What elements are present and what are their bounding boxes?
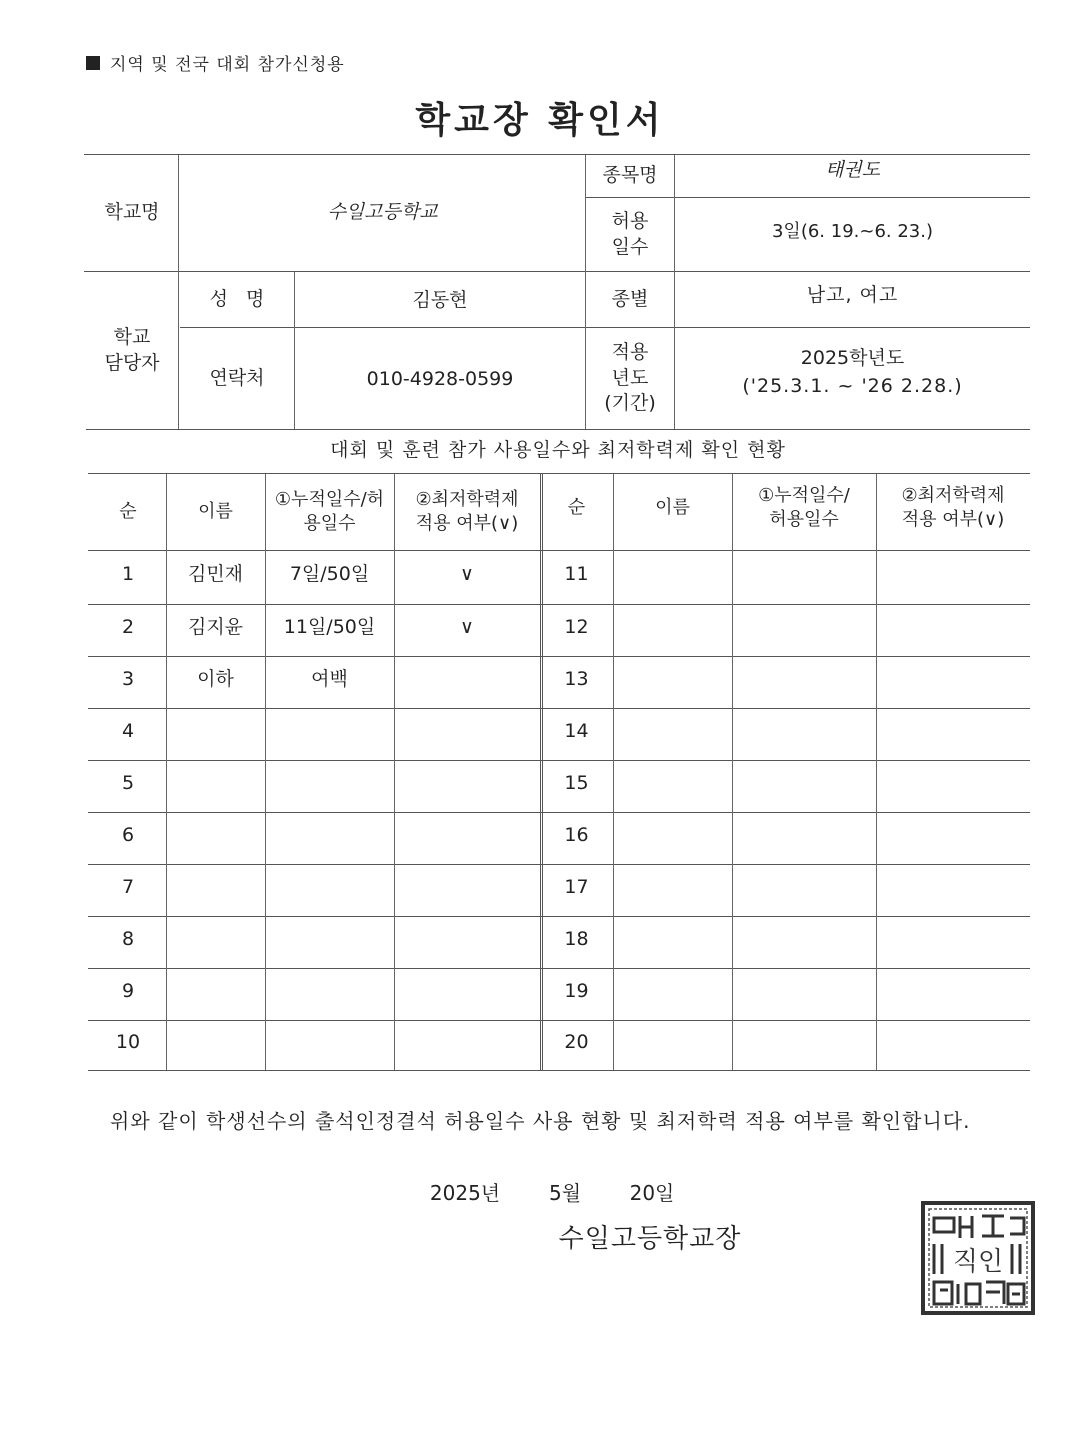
- date-month: 5월: [548, 1180, 582, 1205]
- table-cell-no: 17: [564, 876, 589, 899]
- table-cell-days: [732, 862, 876, 914]
- table-cell-days: [265, 862, 394, 914]
- school-name-label: 학교명: [104, 201, 160, 224]
- table-cell-check: [876, 706, 1030, 758]
- table-cell-days: [265, 966, 394, 1018]
- table-cell-check: ∨: [460, 563, 474, 586]
- table-header-cell: ①누적일수/허 용일수: [274, 488, 385, 534]
- table-cell-check: [876, 810, 1030, 862]
- table-cell-name: [613, 1018, 732, 1068]
- allowed-days-value: 3일(6. 19.~6. 23.): [771, 220, 933, 242]
- signer-title: 수일고등학교장: [558, 1224, 742, 1255]
- table-cell-check: [876, 654, 1030, 706]
- table-cell-name: [166, 758, 265, 810]
- table-cell-check: [394, 1018, 540, 1068]
- table-cell-no: 12: [564, 616, 589, 639]
- table-cell-no: 7: [121, 876, 135, 899]
- manager-name-label: 성 명: [209, 287, 265, 310]
- table-cell-days: [265, 914, 394, 966]
- table-cell-days: [732, 1018, 876, 1068]
- table-cell-no: 15: [564, 772, 589, 795]
- table-header-cell: 이름: [198, 500, 233, 522]
- table-cell-no: 20: [564, 1031, 589, 1054]
- table-cell-name: [613, 862, 732, 914]
- table-cell-no: 18: [564, 928, 589, 951]
- table-cell-days: [732, 706, 876, 758]
- table-cell-check: [876, 602, 1030, 654]
- table-cell-check: [394, 654, 540, 706]
- table-header-cell: ②최저학력제 적용 여부(∨): [415, 488, 519, 534]
- table-cell-check: [394, 914, 540, 966]
- table-cell-days: 11일/50일: [283, 616, 376, 639]
- table-cell-check: [394, 966, 540, 1018]
- table-cell-name: [613, 602, 732, 654]
- table-cell-no: 4: [121, 720, 135, 743]
- square-bullet-icon: [86, 56, 100, 70]
- table-cell-days: [732, 966, 876, 1018]
- table-cell-days: [265, 810, 394, 862]
- category-value: 남고, 여고: [806, 283, 899, 306]
- table-cell-no: 2: [121, 616, 135, 639]
- table-cell-name: [613, 810, 732, 862]
- table-header-cell: 순: [567, 496, 586, 518]
- table-cell-check: [394, 706, 540, 758]
- table-cell-name: [166, 706, 265, 758]
- table-cell-days: [732, 602, 876, 654]
- category-label: 종별: [611, 287, 649, 310]
- table-cell-no: 1: [121, 563, 135, 586]
- table-cell-name: [613, 548, 732, 602]
- table-cell-check: [876, 1018, 1030, 1068]
- table-header-cell: 이름: [655, 496, 690, 518]
- table-cell-no: 6: [121, 824, 135, 847]
- table-cell-check: ∨: [460, 616, 474, 639]
- table-cell-days: [265, 758, 394, 810]
- form-usage-label: [86, 50, 345, 75]
- form-usage-text: 지역 및 전국 대회 참가신청용: [110, 55, 345, 75]
- table-cell-name: [166, 966, 265, 1018]
- sport-label: 종목명: [602, 164, 658, 187]
- table-header-cell: ①누적일수/ 허용일수: [758, 484, 850, 530]
- table-cell-no: 8: [121, 928, 135, 951]
- table-cell-name: [166, 862, 265, 914]
- table-cell-name: [166, 914, 265, 966]
- info-col-divider: [178, 155, 179, 429]
- table-cell-check: [876, 966, 1030, 1018]
- table-cell-name: [613, 914, 732, 966]
- contact-label: 연락처: [209, 366, 265, 389]
- table-cell-check: [876, 862, 1030, 914]
- table-cell-days: [732, 654, 876, 706]
- table-cell-no: 5: [121, 772, 135, 795]
- table-cell-name: [166, 1018, 265, 1068]
- table-bottom-border: [88, 1070, 1030, 1071]
- confirmation-statement: 위와 같이 학생선수의 출석인정결석 허용일수 사용 현황 및 최저학력 적용 여부를 확인합니다.: [110, 1109, 971, 1133]
- table-cell-no: 19: [564, 980, 589, 1003]
- manager-name-value: 김동현: [412, 289, 468, 312]
- table-cell-name: [613, 966, 732, 1018]
- table-cell-check: [394, 810, 540, 862]
- manager-label: 학교 담당자: [104, 325, 160, 374]
- table-header-cell: 순: [119, 500, 137, 522]
- table-cell-name: [613, 654, 732, 706]
- table-header-cell: ②최저학력제 적용 여부(∨): [901, 484, 1005, 530]
- date-day: 20일: [629, 1180, 675, 1205]
- table-cell-no: 13: [564, 668, 589, 691]
- table-cell-no: 3: [121, 668, 135, 691]
- table-cell-days: [732, 810, 876, 862]
- table-cell-check: [876, 914, 1030, 966]
- table-cell-no: 16: [564, 824, 589, 847]
- document-title: 학교장 확인서: [415, 100, 665, 141]
- applicable-year-value: 2025학년도: [800, 347, 905, 370]
- school-name-value: 수일고등학교: [327, 201, 438, 224]
- table-cell-check: [876, 758, 1030, 810]
- table-cell-days: [732, 548, 876, 602]
- table-cell-days: [265, 1018, 394, 1068]
- table-cell-days: [265, 706, 394, 758]
- table-cell-no: 10: [115, 1031, 141, 1054]
- table-cell-name: [613, 706, 732, 758]
- table-cell-name: [166, 810, 265, 862]
- sport-value: 태권도: [824, 159, 881, 182]
- table-cell-no: 11: [564, 563, 589, 586]
- table-cell-check: [394, 862, 540, 914]
- table-cell-no: 9: [121, 980, 135, 1003]
- applicable-year-label: 적용 년도 (기간): [604, 341, 656, 415]
- date-year: 2025년: [429, 1180, 501, 1205]
- contact-value: 010-4928-0599: [366, 368, 514, 391]
- seal-text: 직인: [952, 1247, 1004, 1277]
- table-cell-days: 여백: [311, 668, 348, 691]
- table-cell-name: 김민재: [187, 563, 244, 586]
- allowed-days-label: 허용 일수: [611, 209, 649, 258]
- table-cell-days: [732, 914, 876, 966]
- table-cell-name: 김지윤: [187, 616, 244, 639]
- table-cell-check: [394, 758, 540, 810]
- table-cell-days: 7일/50일: [289, 563, 370, 586]
- table-cell-name: [613, 758, 732, 810]
- table-cell-no: 14: [564, 720, 589, 743]
- section-title: 대회 및 훈련 참가 사용일수와 최저학력제 확인 현황: [330, 439, 786, 462]
- table-cell-check: [876, 548, 1030, 602]
- applicable-period-value: ('25.3.1. ~ '26 2.28.): [742, 375, 963, 398]
- official-seal-icon: [920, 1200, 1036, 1316]
- table-cell-name: 이하: [197, 668, 234, 691]
- table-cell-days: [732, 758, 876, 810]
